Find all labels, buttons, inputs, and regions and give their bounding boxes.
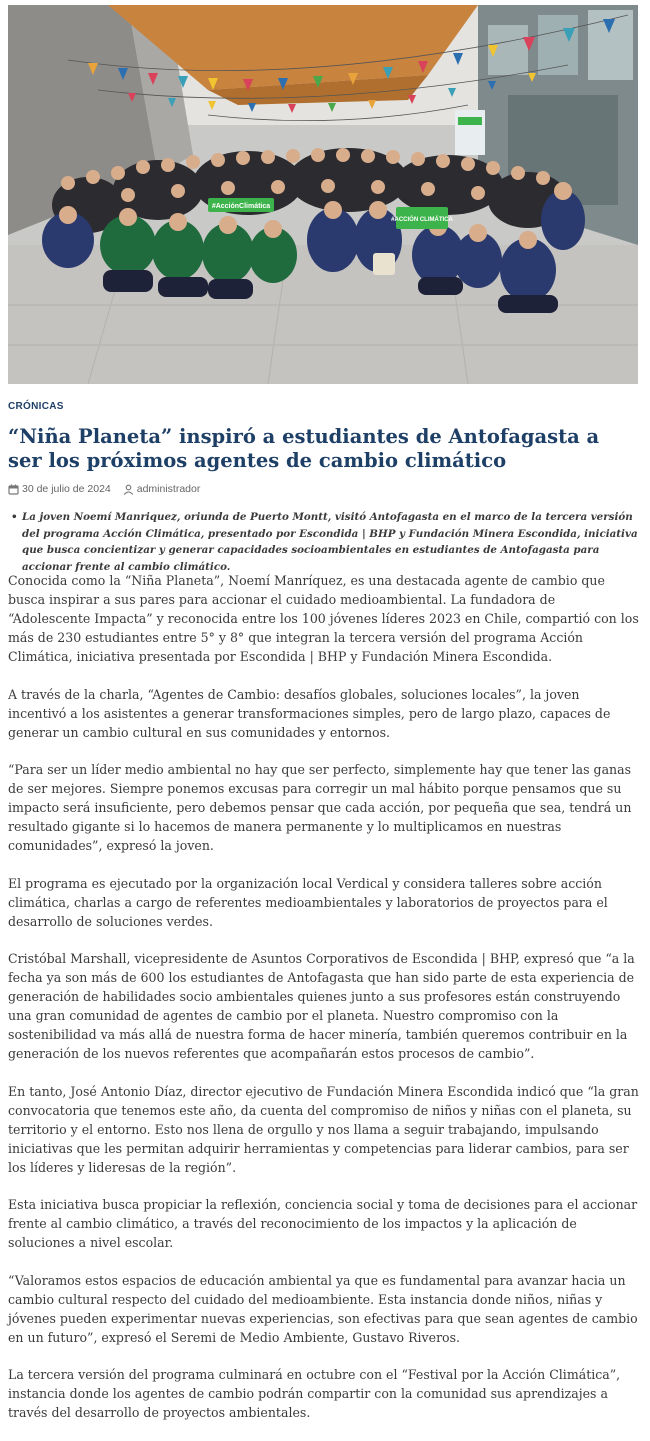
calendar-icon [8,484,19,495]
article-hero-image [8,5,638,384]
article-summary: • La joven Noemí Manriquez, oriunda de Puerto Montt, visitó Antofagasta en el marco de la tercera versión del programa Acción Climática, presentado por Escondida | BHP y Fundación Minera Escondida, iniciativa que busca concientizar y generar capacidades socioambientales en estudiantes de Antofagasta para accionar frente al cambio climático. [22,509,640,575]
article-paragraph: La tercera versión del programa culminará en octubre con el “Festival por la Acción Climática”, instancia donde los agentes de cambio podrán compartir con la comunidad sus aprendizajes a través del desarrollo de proyectos ambientales. [8,1367,621,1420]
article-paragraph: Esta iniciativa busca propiciar la reflexión, conciencia social y toma de decisiones para el accionar frente al cambio climático, a través del reconocimiento de los impactos y la aplicación de soluciones a nivel escolar. [8,1197,638,1250]
article-meta [8,483,200,495]
article-author-link[interactable]: administrador [136,483,201,495]
sign-right-text: #ACCIÓN CLIMÁTICA [391,217,453,223]
category-link[interactable]: CRÓNICAS [8,401,64,412]
article-paragraph: En tanto, José Antonio Díaz, director ejecutivo de Fundación Minera Escondida indicó que “la gran convocatoria que tenemos este año, da cuenta del compromiso de niños y niñas con el planeta, su territorio y el entorno. Esto nos llena de orgullo y nos llama a seguir trabajando, impulsando iniciativas que les permitan adquirir herramientas y competencias para liderar cambios, para ser los líderes y lideresas de la región”. [8,1083,639,1175]
article-paragraph: A través de la charla, “Agentes de Cambio: desafíos globales, soluciones locales”, la joven incentivó a los asistentes a generar transformaciones simples, pero de largo plazo, capaces de generar un cambio cultural en sus comunidades y entornos. [8,686,611,740]
article-title: “Niña Planeta” inspiró a estudiantes de Antofagasta a ser los próximos agentes de cambio climático [8,425,600,472]
article-paragraph: Cristóbal Marshall, vicepresidente de Asuntos Corporativos de Escondida | BHP, expresó que “a la fecha ya son más de 600 los estudiantes de Antofagasta que han sido parte de esta experiencia de generación de habilidades socio ambientales quienes junto a sus profesores están construyendo una gran comunidad de agentes de cambio por el planeta. Nuestro compromiso con la sostenibilidad va más allá de nuestra forma de hacer minería, también queremos contribuir en la generación de los nuevos referentes que acompañarán estos procesos de cambio”. [8,951,635,1061]
article-paragraph: “Valoramos estos espacios de educación ambiental ya que es fundamental para avanzar hacia un cambio cultural respecto del cuidado del medioambiente. Esta instancia donde niños, niñas y jóvenes pueden experimentar nuevas experiencias, son efectivas para que sean agentes de cambio en un futuro”, expresó el Seremi de Medio Ambiente, Gustavo Riveros. [8,1272,638,1345]
article-body [8,571,640,1441]
article-paragraph: Conocida como la “Niña Planeta”, Noemí Manríquez, es una destacada agente de cambio que busca inspirar a sus pares para accionar el cuidado medioambiental. La fundadora de “Adolescente Impacta” y reconocida entre los 100 jóvenes líderes 2023 en Chile, compartió con los más de 230 estudiantes entre 5° y 8° que integran la tercera versión del programa Acción Climática, iniciativa presentada por Escondida | BHP y Fundación Minera Escondida. [8,573,639,664]
article-paragraph: El programa es ejecutado por la organización local Verdical y considera talleres sobre acción climática, charlas a cargo de referentes medioambientales y laboratorios de proyectos para el desarrollo de soluciones verdes. [8,875,608,929]
article-summary-list [8,509,640,575]
user-icon [123,484,134,495]
article-date: 30 de julio de 2024 [22,483,111,495]
article-paragraph: “Para ser un líder medio ambiental no hay que ser perfecto, simplemente hay que tener las ganas de ser mejores. Siempre ponemos excusas para corregir un mal hábito porque pensamos que su impacto será insuficiente, pero debemos pensar que cada acción, por pequeña que sea, tendrá un resultado gigante si lo hacemos de manera permanente y lo multiplicamos en nuestras comunidades”, expresó la joven. [8,762,632,853]
group-photo [8,5,638,384]
sign-left-text: #AcciónClimática [211,203,271,210]
